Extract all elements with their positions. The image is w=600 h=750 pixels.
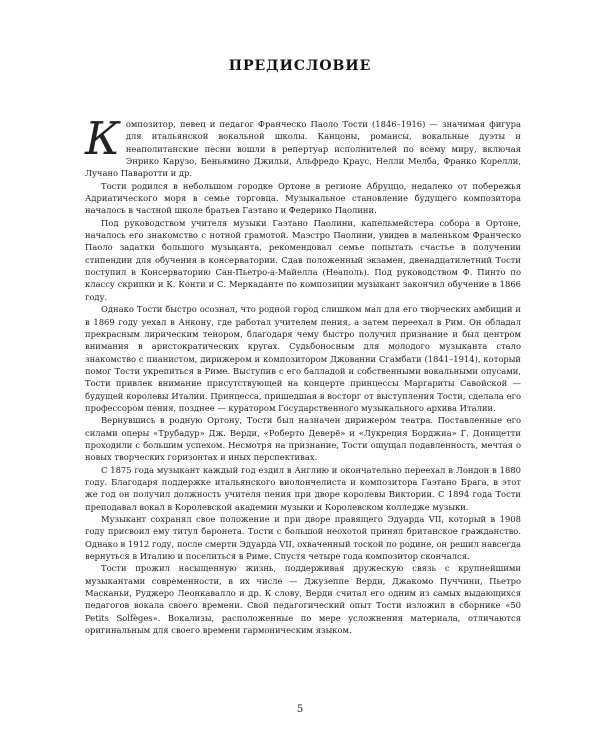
paragraph-2: Тости родился в небольшом городке Ортоне в регионе Абруццо, недалеко от побережья Адриатического моря в семье торговца. Музыкальное становление будущего композитора началось в частной школе братьев Гаэтано и Федерико Паолини.	[85, 180, 521, 216]
page-number: 5	[296, 704, 304, 715]
paragraph-1: Композитор, певец и педагог Франческо Паоло Тости (1846–1916) — значимая фигура для итальянской вокальной школы. Канцоны, романсы, вокальные дуэты и неаполитанские песни вошли в репертуар исполнителей по всему миру, включая Энрико Карузо, Беньямино Джильи, Альфредо Краус, Нелли Мелба, Франко Корелли, Лучано Паваротти и др.	[85, 112, 521, 179]
paragraph-4: Однако Тости быстро осознал, что родной город слишком мал для его творческих амбиций и в 1869 году уехал в Анкону, где работал учителем пения, а затем переехал в Рим. Он обладал прекрасным лирическим тенором, благодаря чему быстро получил признание и был центром внимания в аристократических кругах. Судьбоносным для молодого музыканта стало знакомство с пианистом, дирижером и композитором Джованни Сгамбати (1841–1914), который помог Тости укрепиться в Риме. Выступив с его балладой и собственными вокальными опусами, Тости привлек внимание присутствующей на концерте принцессы Маргариты Савойской — будущей королевы Италии. Принцесса, пришедшая в восторг от выступления Тости, сделала его профессором пения, позднее — куратором Государственного музыкального архива Италии.	[85, 304, 521, 413]
paragraph-5: Вернувшись в родную Ортону, Тости был назначен дирижером театра. Поставленные его силами оперы «Трубадур» Дж. Верди, «Роберто Деверё» и «Лукреция Борджиа» Г. Доницетти проходили с большим успехом. Несмотря на признание, Тости ощущал подавленность, мечтая о новых творческих горизонтах и иных перспективах.	[85, 415, 521, 463]
paragraph-7: Музыкант сохранял свое положение и при дворе правящего Эдуарда VII, который в 1908 году присвоил ему титул баронета. Тости с большой неохотой принял британское гражданство. Однако в 1912 году, после смерти Эдуарда VII, охваченный тоской по родине, он решил навсегда вернуться в Италию и поселиться в Риме. Спустя четыре года композитор скончался.	[85, 514, 521, 562]
paragraph-3: Под руководством учителя музыки Гаэтано Паолини, капельмейстера собора в Ортоне, началось его знакомство с нотной грамотой. Маэстро Паолини, увидев в маленьком Франческо Паоло задатки большого музыканта, рекомендовал семье попытать счастье в получении стипендии для обучения в консерватории. Сдав положенный экзамен, двенадцатилетний Тости поступил в Консерваторию Сан-Пьетро-а-Майелла (Неаполь). Под руководством Ф. Пинто по классу скрипки и К. Конти и С. Меркаданте по композиции музыкант закончил обучение в 1866 году.	[85, 217, 521, 302]
page-title: ПРЕДИСЛОВИЕ	[228, 58, 372, 74]
paragraph-8: Тости прожил насыщенную жизнь, поддерживая дружескую связь с крупнейшими музыкантами современности, в их числе — Джузеппе Верди, Джакомо Пуччини, Пьетро Масканьи, Руджеро Леонкавалло и др. К слову, Верди считал его одним из самых выдающихся педагогов вокала своего времени. Свой педагогический опыт Тости изложил в сборнике «50 Petits Solfèges». Вокализы, расположенные по мере усложнения материала, отличаются оригинальным для своего времени гармоническим языком.	[85, 563, 521, 636]
drop-cap: К	[85, 112, 120, 165]
paragraph-6: С 1875 года музыкант каждый год ездил в Англию и окончательно переехал в Лондон в 1880 году. Благодаря поддержке итальянского виолончелиста и композитора Гаэтано Брага, в этот же год он получил должность учителя пения при дворе королевы Виктории. С 1894 года Тости преподавал вокал в Королевской академии музыки и Королевском колледже музыки.	[85, 464, 521, 512]
body-text	[85, 112, 521, 636]
